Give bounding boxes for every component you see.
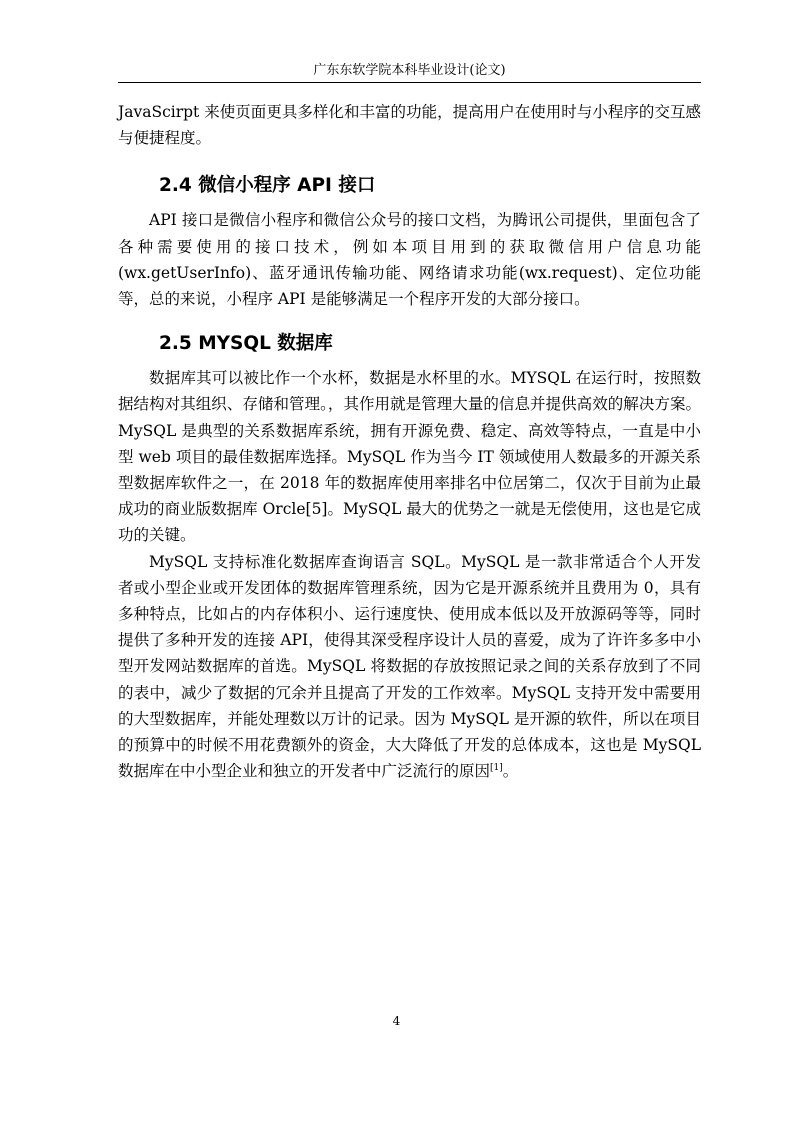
section-heading-2-4: 2.4 微信小程序 API 接口 — [159, 175, 376, 197]
section-2-5-paragraph-1: 数据库其可以被比作一个水杯，数据是水杯里的水。MYSQL 在运行时，按照数据结构对其组织、存储和管理。，其作用就是管理大量的信息并提供高效的解决方案。MySQL 是典型的关系数据库系统，拥有开源免费、稳定、高效等特点，一直是中小型 web 项目的最佳数据库选择。MySQL 作为当今 IT 领域使用人数最多的开源关系型数据库软件之一，在 2018 年的数据库使用率排名中位居第二，仅次于目前为止最成功的商业版数据库 Orcle[5]。MySQL 最大的优势之一就是无偿使用，这也是它成功的关键。 — [118, 369, 701, 545]
page-number: 4 — [392, 1014, 401, 1028]
intro-paragraph: JavaScirpt 来使页面更具多样化和丰富的功能，提高用户在使用时与小程序的交互感与便捷程度。 — [118, 103, 701, 148]
paragraph-2-end: 。 — [502, 762, 519, 781]
section-heading-2-5: 2.5 MYSQL 数据库 — [159, 333, 333, 355]
page-header: 广东东软学院本科毕业设计(论文) — [313, 63, 506, 78]
header-rule — [118, 82, 701, 83]
paragraph-2-text: MySQL 支持标准化数据库查询语言 SQL。MySQL 是一款非常适合个人开发者或小型企业或开发团体的数据库管理系统，因为它是开源系统并且费用为 0，具有多种特点，比如占的内存体积小、运行速度快、使用成本低以及开放源码等等，同时提供了多种开发的连接 API，使得其深受程序设计人员的喜爱，成为了许许多多中小型开发网站数据库的首选。MySQL 将数据的存放按照记录之间的关系存放到了不同的表中，减少了数据的冗余并且提高了开发的工作效率。MySQL 支持开发中需要用的大型数据库，并能处理数以万计的记录。因为 MySQL 是开源的软件，所以在项目的预算中的时候不用花费额外的资金，大大降低了开发的总体成本，这也是 MySQL 数据库在中小型企业和独立的开发者中广泛流行的原因 — [118, 552, 701, 781]
citation-superscript: [1] — [490, 763, 503, 774]
section-2-5-paragraph-2 — [118, 549, 701, 785]
section-2-4-paragraph: API 接口是微信小程序和微信公众号的接口文档，为腾讯公司提供，里面包含了各种需要使用的接口技术，例如本项目用到的获取微信用户信息功能(wx.getUserInfo)、蓝牙通讯传输功能、网络请求功能(wx.request)、定位功能等，总的来说，小程序 API 是能够满足一个程序开发的大部分接口。 — [118, 211, 701, 309]
page-body — [118, 99, 701, 784]
